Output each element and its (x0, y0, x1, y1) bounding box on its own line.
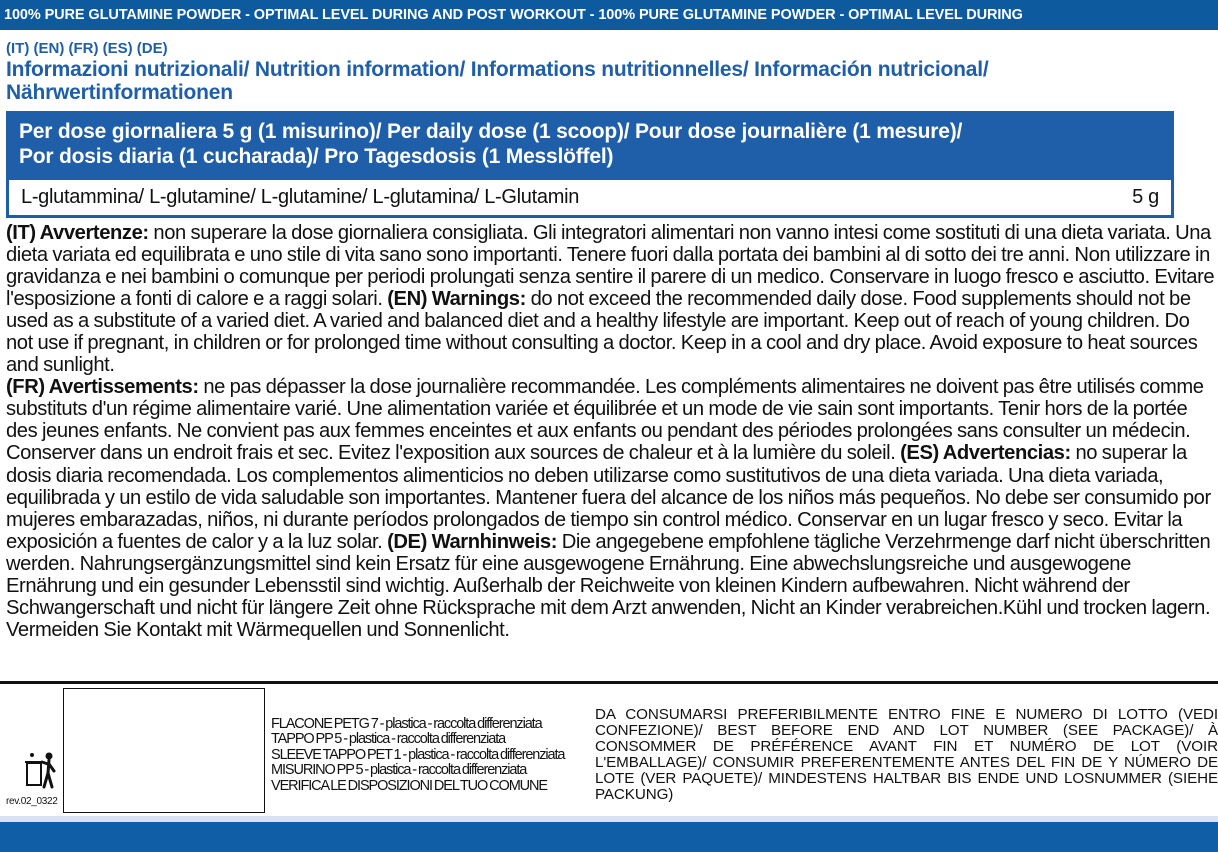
warning-label-fr: (FR) Avertissements: (6, 376, 199, 399)
warning-label-en: (EN) Warnings: (387, 288, 526, 311)
warnings-text (6, 222, 1218, 641)
recycling-line: FLACONE PETG 7 - plastica - raccolta differenziata (271, 716, 542, 732)
nutrition-table (6, 111, 1174, 218)
lot-number-box (63, 688, 265, 813)
warning-label-es: (ES) Advertencias: (900, 442, 1071, 465)
warning-text-en: do not exceed the recommended daily dose. Food supplements should not be used as a substitute of a varied diet. A varied and balanced diet and a healthy lifestyle are important. Keep out of reach of young children. Do not use if pregnant, in children or for prolonged time without consulting a doctor. Keep in a cool and dry place. Avoid exposure to heat sources and sunlight. (6, 288, 1198, 377)
warning-text-it: non superare la dose giornaliera consigliata. Gli integratori alimentari non vanno intesi come sostituti di una dieta variata. Una dieta variata ed equilibrata e uno stile di vita sano sono importanti. Tenere fuori dalla portata dei bambini al di sotto dei tre anni. Non utilizzare in gravidanza e nei bambini o comunque per periodi prolungati senza sentire il parere di un medico. Conservare in luogo fresco e asciutto. Evitare l'esposizione a fonti di calore e a raggi solari. (6, 222, 1215, 311)
ingredient-amount: 5 g (1132, 186, 1159, 208)
dose-header (9, 114, 1171, 180)
dose-header-line-1: Per dose giornaliera 5 g (1 misurino)/ Per daily dose (1 scoop)/ Pour dose journalière (1 mesure)/ (19, 120, 963, 143)
section-divider (0, 681, 1218, 684)
ingredient-row (9, 180, 1171, 215)
bottom-band (0, 822, 1218, 852)
warning-label-de: (DE) Warnhinweis: (387, 530, 558, 553)
warning-label-it: (IT) Avvertenze: (6, 222, 149, 244)
person-disposing-in-bin-icon (24, 749, 58, 789)
top-banner: 100% PURE GLUTAMINE POWDER - OPTIMAL LEVEL DURING AND POST WORKOUT - 100% PURE GLUTAMINE POWDER - OPTIMAL LEVEL DURING (0, 0, 1218, 30)
nutrition-title: Informazioni nutrizionali/ Nutrition information/ Informations nutritionnelles/ Información nutricional/ Nährwertinformationen (6, 58, 989, 104)
recycling-line: MISURINO PP 5 - plastica - raccolta differenziata (271, 762, 527, 779)
warning-text-fr: ne pas dépasser la dose journalière recommandée. Les compléments alimentaires ne doivent pas être utilisés comme substituts d'un régime alimentaire varié. Une alimentation variée et équilibrée et un mode de vie sain sont importants. Tenir hors de la portée des jeunes enfants. Ne convient pas aux femmes enceintes et aux enfants ou pendant des périodes prolongées sans consulter un médecin. Conserver dans un endroit frais et sec. Evitez l'exposition aux sources de chaleur et à la lumière du soleil. (6, 376, 1204, 465)
warning-text-es: no superar la dosis diaria recomendada. Los complementos alimenticios no deben utilizarse como sustitutivos de una dieta variada. Una dieta variada, equilibrada y un estilo de vida saludable son importantes. Mantener fuera del alcance de los niños más pequeños. No debe ser consumido por mujeres embarazadas, niños, ni durante períodos prolongados de tiempo sin control médico. Conservar en un lugar fresco y seco. Evitar la exposición a fuentes de calor y a la luz solar. (6, 442, 1211, 553)
recycling-line: TAPPO PP 5 - plastica - raccolta differenziata (271, 731, 506, 748)
ingredient-name: L-glutammina/ L-glutamine/ L-glutamine/ L-glutamina/ L-Glutamin (21, 186, 580, 208)
recycling-line: SLEEVE TAPPO PET 1 - plastica - raccolta differenziata (271, 746, 565, 763)
best-before-text: DA CONSUMARSI PREFERIBILMENTE ENTRO FINE E NUMERO DI LOTTO (VEDI CONFEZIONE)/ BEST BEFORE END AND LOT NUMBER (SEE PACKAGE)/ À CONSOMMER DE PRÉFÉRENCE AVANT FIN ET NUMÉRO DE LOT (VOIR L'EMBALLAGE)/ CONSUMIR PREFERENTEMENTE ANTES DEL FIN DE Y NÚMERO DE LOTE (VER PAQUETE)/ MINDESTENS HALTBAR BIS ENDE UND LOSNUMMER (SIEHE PACKUNG) (595, 706, 1218, 803)
recycling-info (271, 717, 564, 794)
dose-header-line-2: Por dosis diaria (1 cucharada)/ Pro Tagesdosis (1 Messlöffel) (19, 145, 614, 168)
language-codes: (IT) (EN) (FR) (ES) (DE) (6, 40, 168, 57)
warning-text-de: Die angegebene empfohlene tägliche Verzehrmenge darf nicht überschritten werden. Nahrungsergänzungsmittel sind kein Ersatz für eine ausgewogene Ernährung. Eine abwechslungsreiche und ausgewogene Ernährung und ein gesunder Lebensstil sind wichtig. Außerhalb der Reichweite von kleinen Kindern aufbewahren. Nicht während der Schwangerschaft und nicht für längere Zeit ohne Rücksprache mit dem Arzt anwenden, Nicht an Kinder verabreichen.Kühl und trocken lagern. Vermeiden Sie Kontakt mit Wärmequellen und Sonnenlicht. (6, 530, 1211, 641)
revision-code: rev.02_0322 (6, 796, 58, 807)
recycling-line: VERIFICA LE DISPOSIZIONI DEL TUO COMUNE (271, 777, 547, 794)
